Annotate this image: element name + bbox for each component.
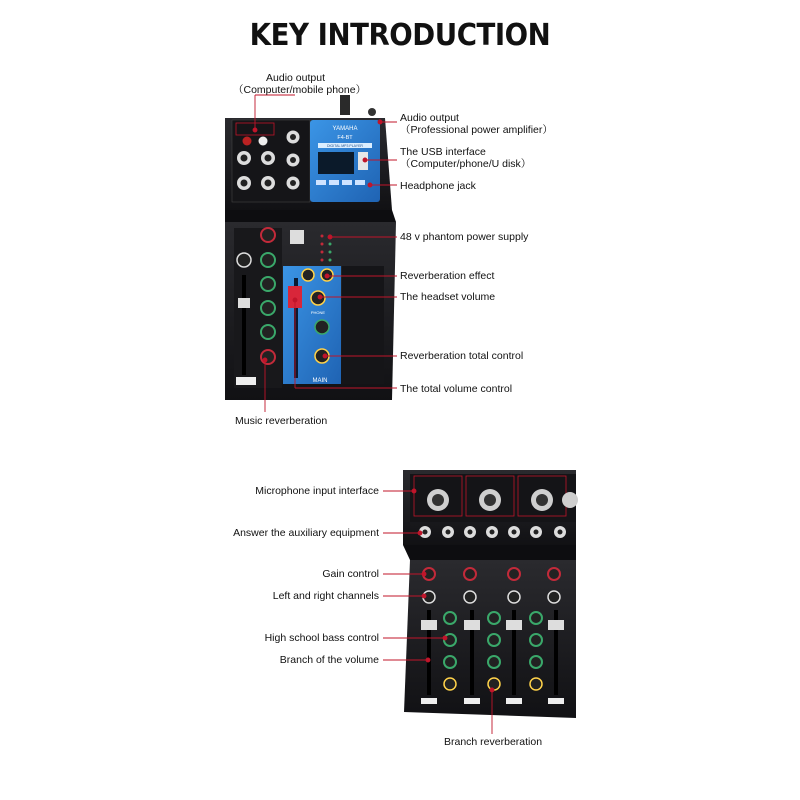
label-headphone-jack: Headphone jack (400, 180, 476, 192)
phone-label: PHONE (310, 310, 326, 315)
label-reverb-effect: Reverberation effect (400, 270, 495, 282)
label-line: （Computer/phone/U disk） (400, 158, 532, 170)
label-usb-interface (400, 146, 531, 170)
label-audio-output-phone (233, 72, 367, 96)
label-aux-equipment: Answer the auxiliary equipment (233, 527, 379, 539)
label-gain-control: Gain control (322, 568, 379, 580)
label-headset-volume: The headset volume (400, 291, 496, 303)
label-bass-control: High school bass control (264, 632, 379, 644)
page-title: KEY INTRODUCTION (249, 18, 551, 53)
display-text: DIGITAL MP3 PLAYER (327, 144, 363, 148)
label-mic-input: Microphone input interface (255, 485, 379, 497)
label-total-volume: The total volume control (400, 383, 513, 395)
label-branch-volume: Branch of the volume (279, 654, 379, 666)
label-reverb-total: Reverberation total control (400, 350, 524, 362)
label-line: （Professional power amplifier） (400, 124, 553, 136)
label-line: Audio output (266, 72, 325, 84)
label-line: Audio output (400, 112, 459, 124)
label-lr-channels: Left and right channels (272, 590, 379, 602)
label-audio-output-pro (400, 112, 553, 136)
label-line: （Computer/mobile phone） (233, 84, 367, 96)
brand-text: YAMAHA (332, 126, 358, 132)
lower-mixer (403, 470, 578, 718)
label-branch-reverb: Branch reverberation (444, 736, 543, 748)
label-line: The USB interface (400, 146, 486, 158)
main-label: MAIN (312, 378, 328, 384)
model-text: F4-BT (337, 135, 353, 141)
upper-mixer (225, 95, 396, 400)
label-music-reverb: Music reverberation (235, 415, 328, 427)
label-phantom-power: 48 v phantom power supply (400, 231, 529, 243)
